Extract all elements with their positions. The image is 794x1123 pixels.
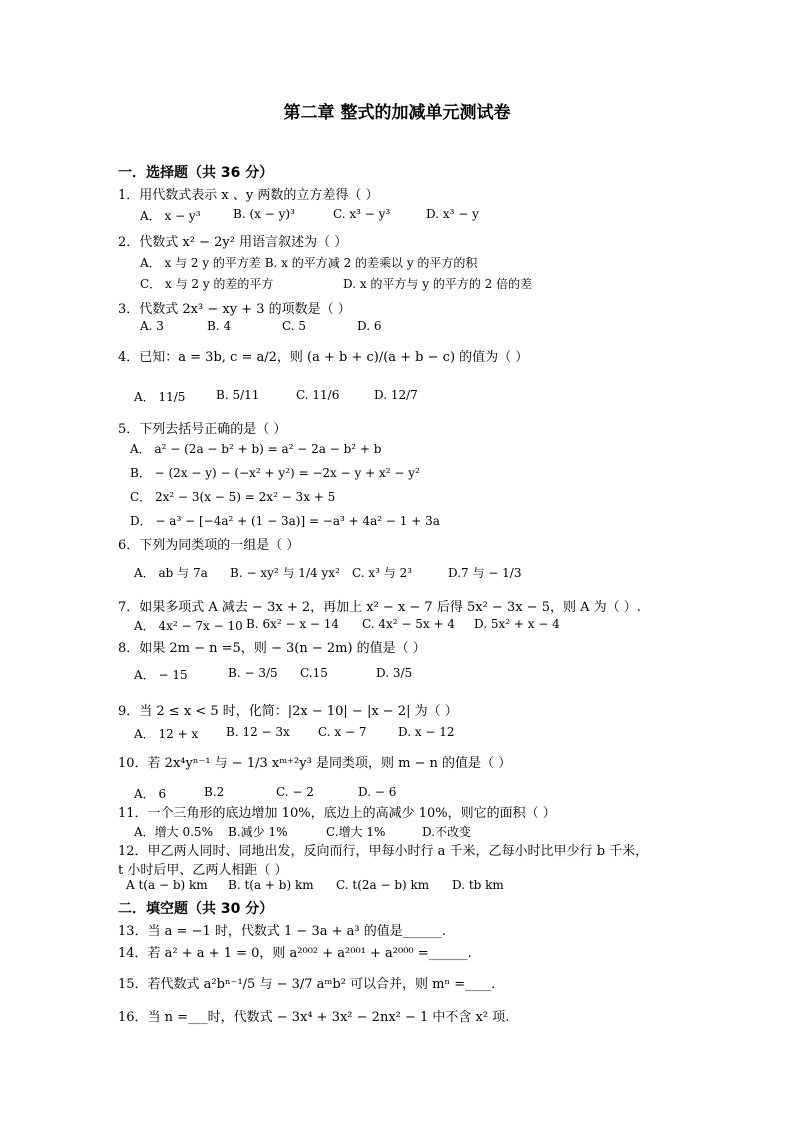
q4-option-a: A． 11/5	[134, 390, 186, 404]
q5-option-c: C． 2x² − 3(x − 5) = 2x² − 3x + 5	[130, 490, 336, 504]
page-title: 第二章 整式的加减单元测试卷	[283, 103, 511, 123]
q2-option-c: C． x 与 2 y 的差的平方	[140, 277, 274, 291]
q3-option-a: A. 3	[140, 319, 164, 333]
q7-option-b: B. 6x² − x − 14	[246, 617, 340, 631]
question-4: 4．已知：a = 3b, c = a/2，则 (a + b + c)/(a + b − c) 的值为（ ）	[118, 350, 529, 365]
q6-option-d: D.7 与 − 1/3	[448, 566, 522, 580]
q8-option-d: D. 3/5	[376, 666, 413, 680]
q4-option-b: B. 5/11	[216, 388, 260, 402]
question-5: 5．下列去括号正确的是（ ）	[118, 422, 287, 437]
q1-option-d: D. x³ − y	[426, 207, 479, 221]
question-15: 15．若代数式 a²bⁿ⁻¹/5 与 − 3/7 aᵐb² 可以合并，则 mⁿ =____.	[118, 977, 496, 992]
q10-option-c: C. − 2	[276, 785, 314, 799]
question-16: 16．当 n =___时，代数式 − 3x⁴ + 3x² − 2nx² − 1 中不含 x² 项.	[118, 1010, 510, 1025]
q12-option-c: C. t(2a − b) km	[336, 878, 430, 892]
section-heading-fill: 二．填空题（共 30 分）	[118, 901, 274, 917]
question-11: 11．一个三角形的底边增加 10%，底边上的高减少 10%，则它的面积（ ）	[118, 806, 556, 821]
q2-option-d: D. x 的平方与 y 的平方的 2 倍的差	[343, 277, 533, 291]
q6-option-b: B. − xy² 与 1/4 yx²	[230, 566, 340, 580]
q6-option-c: C. x³ 与 2³	[352, 566, 413, 580]
q3-option-d: D. 6	[357, 319, 382, 333]
q11-option-b: B.减少 1%	[228, 825, 288, 839]
question-10: 10．若 2x⁴yⁿ⁻¹ 与 − 1/3 xᵐ⁺²y³ 是同类项，则 m − n 的值是（ ）	[118, 756, 512, 771]
q5-option-a: A． a² − (2a − b² + b) = a² − 2a − b² + b	[130, 442, 382, 456]
q7-option-a: A． 4x² − 7x − 10	[134, 619, 243, 633]
q1-option-a: A． x − y³	[140, 209, 201, 223]
q11-option-a: A．增大 0.5%	[134, 825, 213, 839]
question-12: 12．甲乙两人同时、同地出发，反向而行，甲每小时行 a 千米，乙每小时比甲少行 b 千米，	[118, 844, 649, 859]
q4-option-d: D. 12/7	[374, 388, 418, 402]
q11-option-d: D.不改变	[422, 825, 472, 839]
q3-option-c: C. 5	[282, 319, 307, 333]
question-9: 9．当 2 ≤ x < 5 时，化简：|2x − 10| − |x − 2| 为（ ）	[118, 704, 458, 719]
q9-option-d: D. x − 12	[398, 725, 455, 739]
question-12-continued: t 小时后甲、乙两人相距（ ）	[118, 863, 288, 878]
section-heading-choice: 一．选择题（共 36 分）	[118, 165, 274, 181]
question-6: 6．下列为同类项的一组是（ ）	[118, 538, 300, 553]
q11-option-c: C.增大 1%	[326, 825, 386, 839]
question-13: 13．当 a = −1 时，代数式 1 − 3a + a³ 的值是______.	[118, 924, 446, 939]
q3-option-b: B. 4	[207, 319, 232, 333]
q12-option-a: A t(a − b) km	[126, 878, 208, 892]
q7-option-c: C. 4x² − 5x + 4	[362, 617, 455, 631]
q10-option-b: B.2	[204, 785, 225, 799]
q2-option-ab: A． x 与 2 y 的平方差 B. x 的平方减 2 的差乘以 y 的平方的积	[140, 256, 478, 270]
q10-option-a: A． 6	[134, 787, 167, 801]
q5-option-d: D． − a³ − [−4a² + (1 − 3a)] = −a³ + 4a² − 1 + 3a	[130, 514, 440, 528]
q8-option-a: A． − 15	[134, 668, 188, 682]
q10-option-d: D. − 6	[358, 785, 397, 799]
q1-option-c: C. x³ − y³	[333, 207, 391, 221]
q9-option-c: C. x − 7	[318, 725, 367, 739]
question-1: 1．用代数式表示 x 、y 两数的立方差得（ ）	[118, 188, 379, 203]
q9-option-b: B. 12 − 3x	[226, 725, 290, 739]
question-7: 7．如果多项式 A 减去 − 3x + 2，再加上 x² − x − 7 后得 5x² − 3x − 5，则 A 为（ ）.	[118, 600, 641, 615]
q5-option-b: B． − (2x − y) − (−x² + y²) = −2x − y + x² − y²	[130, 466, 420, 480]
q4-option-c: C. 11/6	[296, 388, 340, 402]
q12-option-b: B. t(a + b) km	[228, 878, 314, 892]
q12-option-d: D. tb km	[452, 878, 504, 892]
question-3: 3．代数式 2x³ − xy + 3 的项数是（ ）	[118, 302, 351, 317]
q7-option-d: D. 5x² + x − 4	[474, 617, 560, 631]
question-2: 2．代数式 x² − 2y² 用语言叙述为（ ）	[118, 235, 348, 250]
q6-option-a: A． ab 与 7a	[134, 566, 208, 580]
q8-option-b: B. − 3/5	[228, 666, 278, 680]
question-14: 14．若 a² + a + 1 = 0，则 a²⁰⁰² + a²⁰⁰¹ + a²⁰⁰⁰ =______.	[118, 946, 472, 961]
q9-option-a: A． 12 + x	[134, 727, 199, 741]
q1-option-b: B. (x − y)³	[233, 207, 295, 221]
question-8: 8．如果 2m − n =5，则 − 3(n − 2m) 的值是（ ）	[118, 641, 426, 656]
q8-option-c: C.15	[300, 666, 328, 680]
